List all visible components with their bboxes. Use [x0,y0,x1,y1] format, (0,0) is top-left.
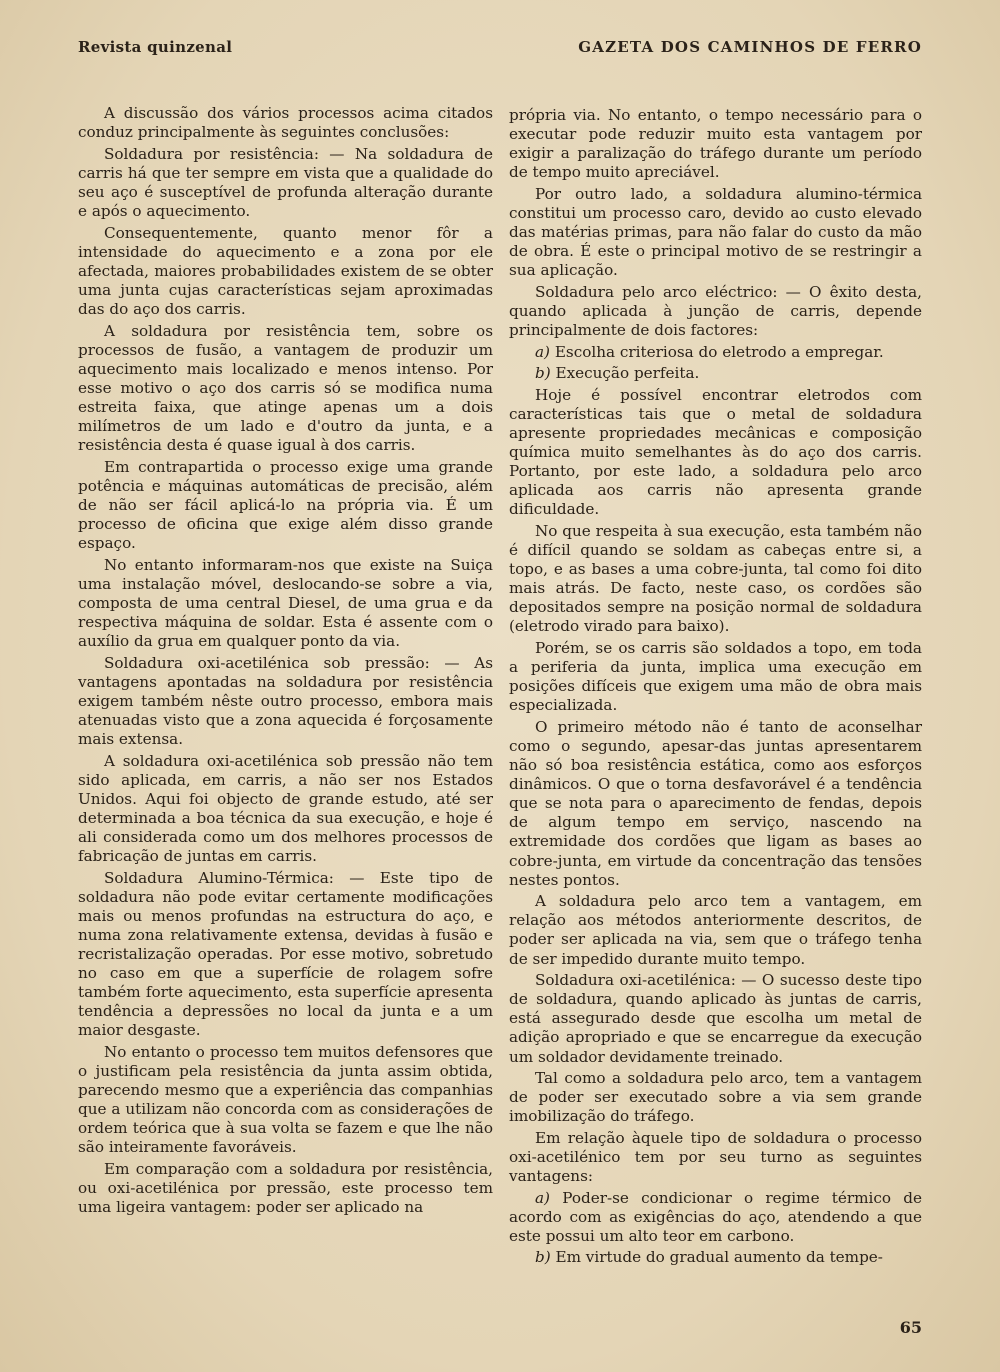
paragraph: Tal como a soldadura pelo arco, tem a vantagem de poder ser executado sobre a via sem grande imobilização do tráfego. [509,1069,922,1126]
paragraph: Soldadura oxi-acetilénica sob pressão: — As vantagens apontadas na soldadura por resistência exigem também nêste outro processo, embora mais atenuadas visto que a zona aquecida é forçosamente mais extensa. [78,653,493,748]
paragraph: A discussão dos vários processos acima citados conduz principalmente às seguintes conclusões: [78,104,493,142]
paragraph: A soldadura pelo arco tem a vantagem, em relação aos métodos anteriormente descritos, de poder ser aplicada na via, sem que o tráfego tenha de ser impedido durante muito tempo. [509,892,922,968]
list-item-text: Escolha criteriosa do eletrodo a empregar. [554,342,884,361]
list-item-label: b) [535,364,551,383]
header-left: Revista quinzenal [78,38,233,56]
right-column [509,106,922,1270]
paragraph: No entanto o processo tem muitos defensores que o justificam pela resistência da junta assim obtida, parecendo mesmo que a experiência das companhias que a utilizam não concorda com as considerações de ordem teórica que à sua volta se fazem e que lhe não são inteiramente favoráveis. [78,1043,493,1157]
paragraph: Em relação àquele tipo de soldadura o processo oxi-acetilénico tem por seu turno as seguintes vantagens: [509,1128,922,1186]
list-item [509,1248,922,1267]
paragraph-continuation: própria via. No entanto, o tempo necessário para o executar pode reduzir muito esta vantagem por exigir a paralização do tráfego durante um período de tempo muito apreciável. [509,106,922,182]
paragraph: A soldadura por resistência tem, sobre os processos de fusão, a vantagem de produzir um aquecimento mais localizado e menos intenso. Por esse motivo o aço dos carris só se modifica numa estreita faixa, que atinge apenas um a dois milímetros de um lado e d'outro da junta, e a resistência desta é quase igual à dos carris. [78,321,493,455]
paragraph: No que respeita à sua execução, esta também não é difícil quando se soldam as cabeças entre si, a topo, e as bases a uma cobre-junta, tal como foi dito mais atrás. De facto, neste caso, os cordões são depositados sempre na posição normal de soldadura (eletrodo virado para baixo). [509,521,922,636]
list-item-text: Execução perfeita. [555,364,700,383]
paragraph: Em contrapartida o processo exige uma grande potência e máquinas automáticas de precisão, além de não ser fácil aplicá-lo na própria via. É um processo de oficina que exige além disso grande espaço. [78,457,493,553]
list-item-text: Poder-se condicionar o regime térmico de acordo com as exigências do aço, atendendo a que este possui um alto teor em carbono. [509,1188,923,1245]
list-item-label: b) [535,1248,551,1267]
list-item [509,364,922,383]
paragraph: O primeiro método não é tanto de aconselhar como o segundo, apesar-das juntas apresentarem não só boa resistência estática, como aos esforços dinâmicos. O que o torna desfavorável é a tendência que se nota para o aparecimento de fendas, depois de algum tempo em serviço, nascendo na extremidade dos cordões que ligam as bases ao cobre-junta, em virtude da concentração das tensões nestes pontos. [509,717,922,889]
page-number: 65 [899,1318,922,1337]
header-right: GAZETA DOS CAMINHOS DE FERRO [578,38,922,56]
paragraph: Consequentemente, quanto menor fôr a intensidade do aquecimento e a zona por ele afectada, maiores probabilidades existem de se obter uma junta cujas características sejam aproximadas das do aço dos carris. [78,223,493,318]
paragraph: Soldadura Alumino-Térmica: — Este tipo de soldadura não pode evitar certamente modificações mais ou menos profundas na estructura do aço, e numa zona relativamente extensa, devidas à fusão e recristalização operadas. Por esse motivo, sobretudo no caso em que a superfície de rolagem sofre também forte aquecimento, esta superfície apresenta tendência a depressões no local da junta e a um maior desgaste. [78,868,493,1040]
list-item-text: Em virtude do gradual aumento da tempe- [555,1248,883,1267]
paragraph: Em comparação com a soldadura por resistência, ou oxi-acetilénica por pressão, este processo tem uma ligeira vantagem: poder ser aplicado na [78,1160,493,1217]
paragraph: No entanto informaram-nos que existe na Suiça uma instalação móvel, deslocando-se sobre a via, composta de uma central Diesel, de uma grua e da respectiva máquina de soldar. Esta é assente com o auxílio da grua em qualquer ponto da via. [78,555,493,651]
list-item-label: a) [535,1188,550,1207]
paragraph: Por outro lado, a soldadura alumino-térmica constitui um processo caro, devido ao custo elevado das matérias primas, para não falar do custo da mão de obra. É este o principal motivo de se restringir a sua aplicação. [509,184,922,280]
left-column [78,104,493,1220]
paragraph: Soldadura por resistência: — Na soldadura de carris há que ter sempre em vista que a qualidade do seu aço é susceptível de profunda alteração durante e após o aquecimento. [78,144,493,220]
paragraph: Soldadura pelo arco eléctrico: — O êxito desta, quando aplicada à junção de carris, depende principalmente de dois factores: [509,282,922,340]
paragraph: Soldadura oxi-acetilénica: — O sucesso deste tipo de soldadura, quando aplicado às juntas de carris, está assegurado desde que escolha um metal de adição apropriado e que se encarregue da execução um soldador devidamente treinado. [509,971,922,1066]
paragraph: A soldadura oxi-acetilénica sob pressão não tem sido aplicada, em carris, a não ser nos Estados Unidos. Aqui foi objecto de grande estudo, até ser determinada a boa técnica da sua execução, e hoje é ali considerada como um dos melhores processos de fabricação de juntas em carris. [78,751,493,866]
list-item-label: a) [535,342,550,361]
paragraph: Porém, se os carris são soldados a topo, em toda a periferia da junta, implica uma execução em posições difíceis que exigem uma mão de obra mais especializada. [509,639,922,715]
paragraph: Hoje é possível encontrar eletrodos com características tais que o metal de soldadura apresente propriedades mecânicas e composição química muito semelhantes às do aço dos carris. Portanto, por este lado, a soldadura pelo arco aplicada aos carris não apresenta grande dificuldade. [509,385,922,519]
list-item [509,1189,922,1246]
list-item [509,343,922,362]
